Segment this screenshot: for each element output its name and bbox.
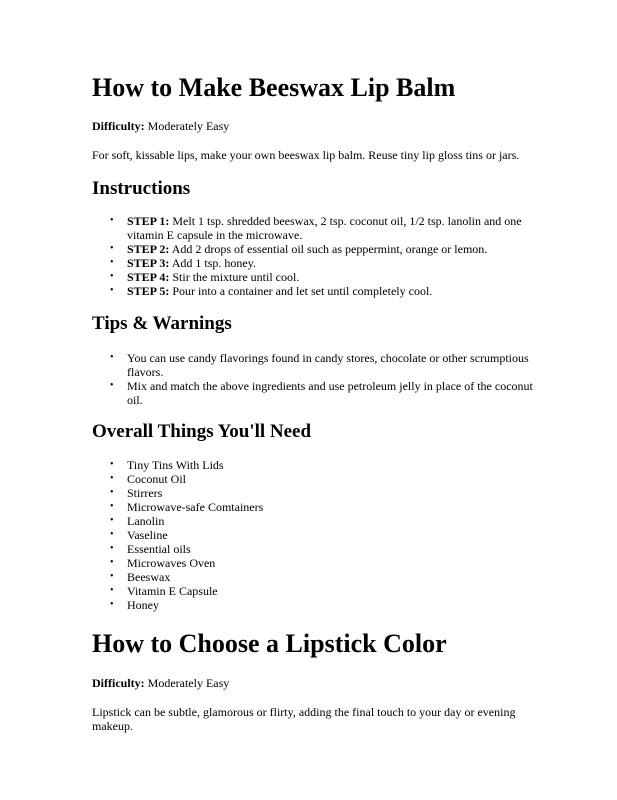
step-label: STEP 4: <box>127 270 170 284</box>
bullet-icon: • <box>110 459 114 470</box>
bullet-icon: • <box>110 515 114 526</box>
bullet-icon: • <box>110 271 114 282</box>
step-label: STEP 2: <box>127 242 170 256</box>
needed-item-text: Tiny Tins With Lids <box>127 458 224 472</box>
article-title: How to Make Beeswax Lip Balm <box>92 73 456 102</box>
bullet-icon: • <box>110 571 114 582</box>
needed-item <box>92 598 547 612</box>
difficulty-line <box>92 119 547 133</box>
bullet-icon: • <box>110 352 114 363</box>
tips-list <box>92 351 547 407</box>
needed-item-text: Essential oils <box>127 542 191 556</box>
bullet-icon: • <box>110 501 114 512</box>
needed-item-text: Microwaves Oven <box>127 556 216 570</box>
step-text: Pour into a container and let set until completely cool. <box>172 284 433 298</box>
needed-item-text: Coconut Oil <box>127 472 186 486</box>
step-text: Melt 1 tsp. shredded beeswax, 2 tsp. coconut oil, 1/2 tsp. lanolin and one vitamin E capsule in the microwave. <box>127 214 522 242</box>
step-item <box>92 270 547 284</box>
needed-item <box>92 542 547 556</box>
bullet-icon: • <box>110 585 114 596</box>
needed-item-text: Stirrers <box>127 486 163 500</box>
step-item <box>92 214 547 242</box>
instructions-heading: Instructions <box>92 178 191 199</box>
step-label: STEP 1: <box>127 214 170 228</box>
needed-item <box>92 514 547 528</box>
needed-item-text: Microwave-safe Comtainers <box>127 500 264 514</box>
bullet-icon: • <box>110 529 114 540</box>
needed-item-text: Honey <box>127 598 159 612</box>
instructions-list <box>92 214 547 298</box>
intro-paragraph: For soft, kissable lips, make your own beeswax lip balm. Reuse tiny lip gloss tins or jars. <box>92 148 520 162</box>
bullet-icon: • <box>110 257 114 268</box>
tip-item <box>92 379 547 407</box>
needed-item <box>92 570 547 584</box>
needed-item <box>92 556 547 570</box>
needed-item <box>92 500 547 514</box>
needed-item-text: Vitamin E Capsule <box>127 584 218 598</box>
bullet-icon: • <box>110 599 114 610</box>
needed-item <box>92 486 547 500</box>
intro-paragraph: Lipstick can be subtle, glamorous or flirty, adding the final touch to your day or evening makeup. <box>92 705 516 733</box>
step-item <box>92 256 547 270</box>
difficulty-line <box>92 676 547 690</box>
tip-item <box>92 351 547 379</box>
difficulty-value: Moderately Easy <box>147 676 230 690</box>
difficulty-label: Difficulty: <box>92 676 145 690</box>
article-title: How to Choose a Lipstick Color <box>92 629 447 658</box>
bullet-icon: • <box>110 543 114 554</box>
bullet-icon: • <box>110 487 114 498</box>
things-needed-list <box>92 458 547 612</box>
step-text: Stir the mixture until cool. <box>172 270 300 284</box>
needed-item <box>92 458 547 472</box>
needed-item-text: Lanolin <box>127 514 165 528</box>
step-text: Add 1 tsp. honey. <box>171 256 256 270</box>
tip-text: You can use candy flavorings found in candy stores, chocolate or other scrumptious flavors. <box>127 351 529 379</box>
step-label: STEP 5: <box>127 284 170 298</box>
needed-item <box>92 472 547 486</box>
bullet-icon: • <box>110 285 114 296</box>
difficulty-label: Difficulty: <box>92 119 145 133</box>
needed-item-text: Vaseline <box>127 528 168 542</box>
step-item <box>92 242 547 256</box>
needed-item <box>92 584 547 598</box>
tips-heading: Tips & Warnings <box>92 313 232 334</box>
tip-text: Mix and match the above ingredients and use petroleum jelly in place of the coconut oil. <box>127 379 533 407</box>
difficulty-value: Moderately Easy <box>147 119 230 133</box>
step-label: STEP 3: <box>127 256 170 270</box>
bullet-icon: • <box>110 557 114 568</box>
needed-item-text: Beeswax <box>127 570 171 584</box>
bullet-icon: • <box>110 473 114 484</box>
bullet-icon: • <box>110 215 114 226</box>
bullet-icon: • <box>110 243 114 254</box>
bullet-icon: • <box>110 380 114 391</box>
things-needed-heading: Overall Things You'll Need <box>92 421 312 442</box>
needed-item <box>92 528 547 542</box>
step-item <box>92 284 547 298</box>
step-text: Add 2 drops of essential oil such as peppermint, orange or lemon. <box>171 242 488 256</box>
